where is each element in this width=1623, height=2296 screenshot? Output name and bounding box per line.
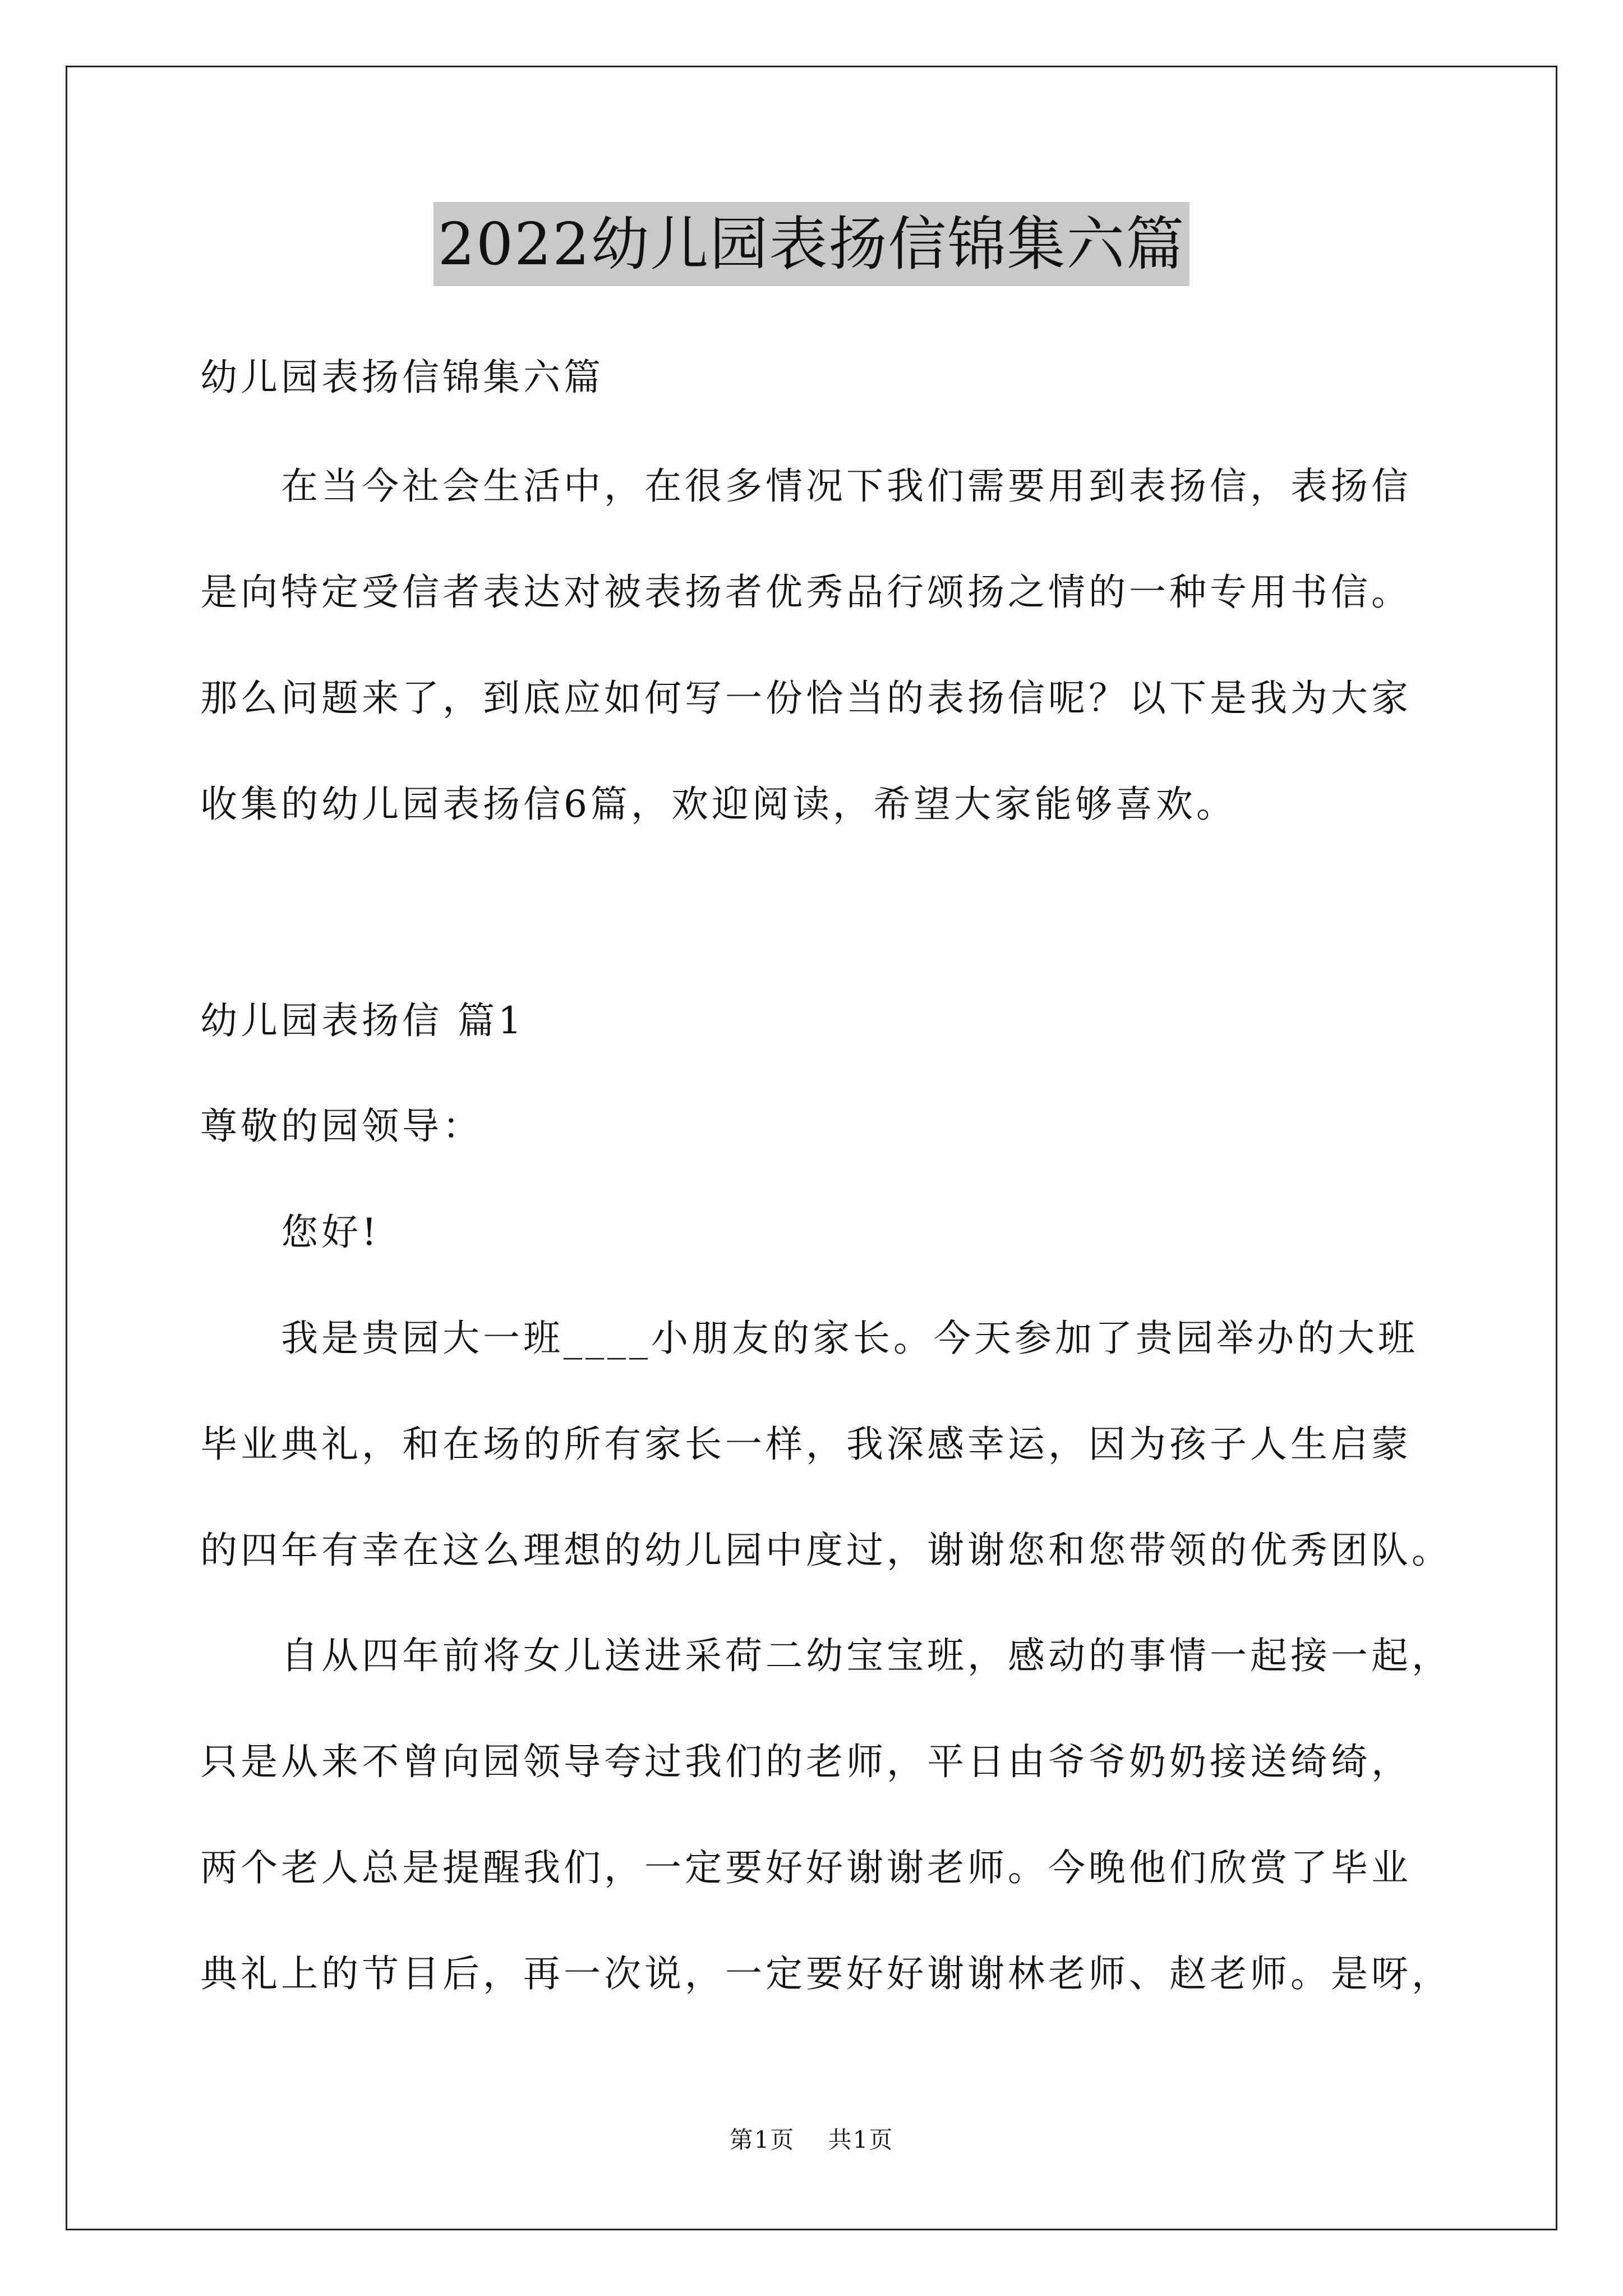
page-footer <box>0 2122 1623 2155</box>
section-heading: 幼儿园表扬信 篇1 <box>200 999 525 1042</box>
title-container <box>0 202 1623 286</box>
paragraph-line: 自从四年前将女儿送进采荷二幼宝宝班，感动的事情一起接一起， <box>281 1634 1452 1677</box>
page-total: 共1页 <box>828 2126 894 2154</box>
greeting: 您好! <box>281 1211 380 1254</box>
page-number: 第1页 <box>729 2126 795 2154</box>
intro-line: 那么问题来了，到底应如何写一份恰当的表扬信呢？以下是我为大家 <box>200 677 1412 720</box>
paragraph-line: 典礼上的节目后，再一次说，一定要好好谢谢林老师、赵老师。是呀， <box>200 1952 1452 1995</box>
salutation: 尊敬的园领导： <box>200 1105 483 1148</box>
paragraph-line: 两个老人总是提醒我们，一定要好好谢谢老师。今晚他们欣赏了毕业 <box>200 1846 1412 1889</box>
paragraph-line: 只是从来不曾向园领导夸过我们的老师，平日由爷爷奶奶接送绮绮， <box>200 1740 1412 1783</box>
paragraph-line: 毕业典礼，和在场的所有家长一样，我深感幸运，因为孩子人生启蒙 <box>200 1423 1412 1466</box>
paragraph-line: 我是贵园大一班____小朋友的家长。今天参加了贵园举办的大班 <box>281 1317 1418 1360</box>
subtitle: 幼儿园表扬信锦集六篇 <box>200 356 604 399</box>
intro-line: 收集的幼儿园表扬信6篇，欢迎阅读，希望大家能够喜欢。 <box>200 783 1237 826</box>
document-title: 2022幼儿园表扬信锦集六篇 <box>434 202 1190 286</box>
intro-line: 在当今社会生活中，在很多情况下我们需要用到表扬信，表扬信 <box>281 464 1412 508</box>
paragraph-line: 的四年有幸在这么理想的幼儿园中度过，谢谢您和您带领的优秀团队。 <box>200 1529 1452 1572</box>
intro-line: 是向特定受信者表达对被表扬者优秀品行颂扬之情的一种专用书信。 <box>200 570 1412 614</box>
